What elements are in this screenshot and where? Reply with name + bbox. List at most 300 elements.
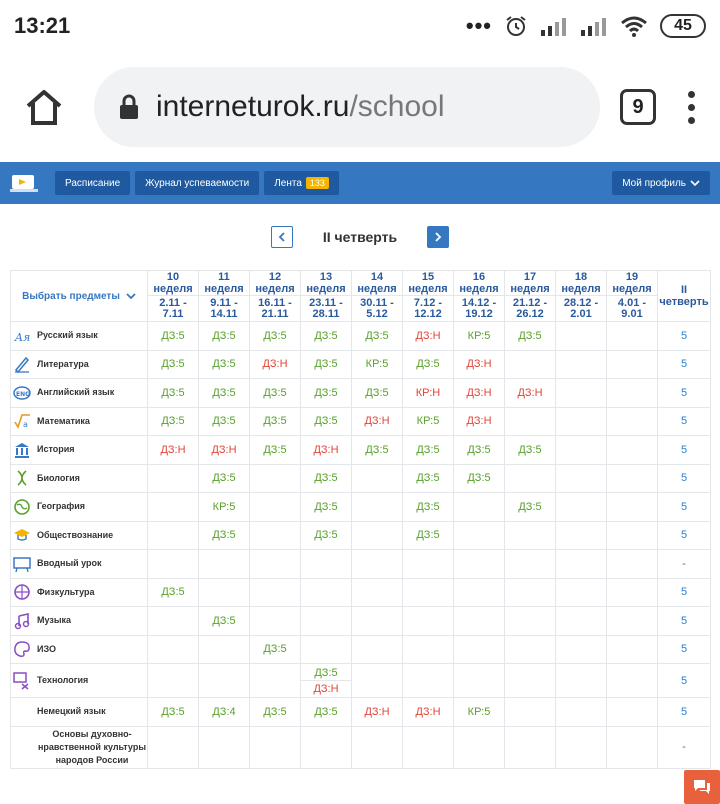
signal-icon-2 bbox=[580, 16, 608, 36]
grade-cell bbox=[454, 607, 505, 636]
grade-cell bbox=[301, 550, 352, 579]
grade-cell[interactable] bbox=[301, 350, 352, 379]
table-row bbox=[11, 726, 711, 768]
table-row bbox=[11, 493, 711, 522]
subject-name[interactable]: Русский язык bbox=[37, 330, 98, 341]
chevron-right-icon bbox=[434, 232, 442, 242]
grade-value[interactable]: ДЗ:5 bbox=[161, 329, 185, 342]
grade-cell[interactable] bbox=[250, 635, 301, 664]
grade-value[interactable]: ДЗ:5 bbox=[212, 386, 236, 399]
grade-cell bbox=[301, 726, 352, 768]
grades-table bbox=[10, 270, 711, 769]
grade-cell[interactable] bbox=[250, 407, 301, 436]
status-time: 13:21 bbox=[14, 13, 71, 38]
quarter-total: 5 bbox=[658, 350, 711, 379]
grade-value[interactable]: ДЗ:5 bbox=[314, 472, 338, 485]
status-bar bbox=[0, 0, 720, 52]
grade-cell bbox=[556, 578, 607, 607]
grade-cell bbox=[352, 578, 403, 607]
grade-value[interactable]: ДЗ:5 bbox=[212, 415, 236, 428]
choose-subjects-cell bbox=[11, 271, 148, 322]
table-row bbox=[11, 521, 711, 550]
subject-name[interactable]: Физкультура bbox=[37, 586, 95, 597]
feed-button[interactable] bbox=[264, 171, 339, 195]
grade-value[interactable]: ДЗ:5 bbox=[365, 443, 389, 456]
battery-indicator: 45 bbox=[660, 14, 706, 38]
grade-cell bbox=[454, 635, 505, 664]
pe-icon bbox=[13, 583, 31, 601]
grade-cell[interactable] bbox=[403, 698, 454, 727]
week-date-end: 26.12 bbox=[516, 307, 544, 320]
grade-cell bbox=[250, 493, 301, 522]
grade-cell[interactable] bbox=[454, 379, 505, 408]
grade-cell bbox=[148, 493, 199, 522]
grade-cell[interactable] bbox=[454, 436, 505, 465]
grade-value[interactable]: ДЗ:5 bbox=[416, 500, 440, 513]
profile-label: Мой профиль bbox=[622, 177, 686, 189]
grade-cell bbox=[607, 464, 658, 493]
grade-cell bbox=[403, 578, 454, 607]
grade-cell bbox=[301, 607, 352, 636]
grade-cell[interactable] bbox=[352, 436, 403, 465]
grade-value[interactable]: КР:5 bbox=[365, 358, 389, 371]
technology-icon bbox=[13, 672, 31, 690]
week-date-end: 14.11 bbox=[210, 307, 238, 320]
grade-cell bbox=[607, 407, 658, 436]
subject-name[interactable]: Основы духовно-нравственной культуры народов России bbox=[37, 728, 147, 765]
grade-value[interactable]: ДЗ:5 bbox=[314, 415, 338, 428]
subject-name[interactable]: Технология bbox=[37, 675, 89, 685]
intro-lesson-icon bbox=[13, 555, 31, 573]
previous-quarter-button[interactable] bbox=[271, 226, 293, 248]
grade-value[interactable]: ДЗ:5 bbox=[161, 386, 185, 399]
grade-cell bbox=[148, 635, 199, 664]
grade-value[interactable]: КР:5 bbox=[467, 329, 491, 342]
subject-cell bbox=[11, 464, 148, 493]
grade-cell[interactable] bbox=[352, 350, 403, 379]
grade-value[interactable]: ДЗ:5 bbox=[314, 358, 338, 371]
grade-cell[interactable] bbox=[301, 464, 352, 493]
grade-cell bbox=[301, 578, 352, 607]
grade-cell[interactable] bbox=[199, 350, 250, 379]
feed-count-badge: 133 bbox=[306, 177, 329, 189]
grade-cell bbox=[250, 550, 301, 579]
grade-value[interactable]: КР:Н bbox=[415, 386, 441, 399]
grade-value[interactable]: ДЗ:Н bbox=[160, 443, 186, 456]
grade-cell bbox=[352, 550, 403, 579]
grade-cell[interactable] bbox=[301, 664, 352, 698]
russian-icon bbox=[13, 327, 31, 345]
grade-cell[interactable] bbox=[454, 407, 505, 436]
grade-cell bbox=[454, 578, 505, 607]
grade-cell bbox=[199, 664, 250, 698]
grade-value[interactable]: ДЗ:5 bbox=[467, 472, 491, 485]
week-date-start: 21.12 - bbox=[512, 296, 548, 309]
grade-cell bbox=[607, 550, 658, 579]
grade-cell bbox=[556, 607, 607, 636]
english-icon bbox=[13, 384, 31, 402]
grade-value[interactable]: ДЗ:5 bbox=[263, 643, 287, 656]
grade-cell bbox=[148, 607, 199, 636]
table-row bbox=[11, 464, 711, 493]
week-date-end: 9.01 bbox=[621, 307, 643, 320]
chat-icon bbox=[692, 778, 712, 796]
subject-cell bbox=[11, 379, 148, 408]
week-dates bbox=[505, 296, 556, 322]
grade-value[interactable]: ДЗ:Н bbox=[364, 415, 390, 428]
grade-cell[interactable] bbox=[199, 379, 250, 408]
choose-subjects-label: Выбрать предметы bbox=[22, 290, 120, 302]
grade-cell bbox=[607, 379, 658, 408]
schedule-button[interactable]: Расписание bbox=[55, 171, 130, 195]
grade-cell bbox=[352, 464, 403, 493]
grade-value[interactable]: КР:5 bbox=[212, 500, 236, 513]
biology-icon bbox=[13, 469, 31, 487]
journal-button[interactable]: Журнал успеваемости bbox=[135, 171, 259, 195]
grade-value[interactable]: ДЗ:5 bbox=[467, 443, 491, 456]
profile-button[interactable] bbox=[612, 171, 710, 195]
week-dates bbox=[199, 296, 250, 322]
grade-value[interactable]: ДЗ:Н bbox=[364, 705, 390, 718]
grade-cell[interactable] bbox=[148, 407, 199, 436]
grade-cell bbox=[556, 407, 607, 436]
subject-name[interactable]: Музыка bbox=[37, 615, 72, 626]
url-domain: interneturok.ru bbox=[156, 90, 350, 123]
grade-value[interactable]: ДЗ:5 bbox=[263, 329, 287, 342]
week-date-start: 2.11 - bbox=[159, 296, 187, 309]
quarter-total: - bbox=[658, 726, 711, 768]
subject-name[interactable]: Немецкий язык bbox=[37, 706, 106, 717]
subject-name[interactable]: Литература bbox=[37, 358, 89, 369]
grade-cell[interactable] bbox=[403, 521, 454, 550]
grade-cell[interactable] bbox=[301, 407, 352, 436]
site-navbar bbox=[0, 162, 720, 204]
grade-cell[interactable] bbox=[301, 322, 352, 351]
week-dates bbox=[556, 296, 607, 322]
url-path: /school bbox=[349, 90, 445, 123]
grade-cell[interactable] bbox=[199, 464, 250, 493]
grade-cell[interactable] bbox=[352, 407, 403, 436]
grade-cell[interactable] bbox=[352, 379, 403, 408]
grade-cell bbox=[148, 726, 199, 768]
subject-name[interactable]: Обществознание bbox=[37, 529, 114, 540]
grade-cell[interactable] bbox=[301, 436, 352, 465]
social-studies-icon bbox=[13, 526, 31, 544]
grade-value[interactable]: ДЗ:Н bbox=[415, 329, 441, 342]
quarter-navigation bbox=[0, 204, 720, 270]
week-dates bbox=[352, 296, 403, 322]
grade-value[interactable]: ДЗ:5 bbox=[365, 386, 389, 399]
grade-cell[interactable] bbox=[301, 521, 352, 550]
grade-value[interactable]: ДЗ:5 bbox=[416, 472, 440, 485]
grade-cell[interactable] bbox=[301, 493, 352, 522]
week-date-start: 28.12 - bbox=[563, 296, 599, 309]
grade-value[interactable]: ДЗ:5 bbox=[518, 443, 542, 456]
quarter-total: 5 bbox=[658, 436, 711, 465]
home-icon bbox=[24, 88, 64, 126]
grade-value[interactable]: КР:5 bbox=[416, 415, 440, 428]
grade-value[interactable]: ДЗ:Н bbox=[415, 705, 441, 718]
week-header: 12 неделя bbox=[250, 271, 301, 296]
grade-cell[interactable] bbox=[199, 407, 250, 436]
subject-cell bbox=[11, 521, 148, 550]
table-row bbox=[11, 550, 711, 579]
subject-name[interactable]: Биология bbox=[37, 472, 80, 483]
grade-value[interactable]: ДЗ:5 bbox=[314, 329, 338, 342]
grade-cell[interactable] bbox=[148, 322, 199, 351]
table-row bbox=[11, 322, 711, 351]
grade-cell bbox=[301, 635, 352, 664]
grade-cell bbox=[505, 521, 556, 550]
week-header: 19 неделя bbox=[607, 271, 658, 296]
grade-cell bbox=[556, 635, 607, 664]
chat-button[interactable] bbox=[684, 770, 720, 804]
literature-icon bbox=[13, 355, 31, 373]
next-quarter-button[interactable] bbox=[427, 226, 449, 248]
subject-cell bbox=[11, 726, 148, 768]
grade-cell bbox=[505, 464, 556, 493]
grade-value[interactable]: ДЗ:5 bbox=[161, 415, 185, 428]
empty-icon-slot bbox=[13, 738, 31, 756]
quarter-total: 5 bbox=[658, 379, 711, 408]
subject-cell bbox=[11, 607, 148, 636]
grade-value[interactable]: ДЗ:5 bbox=[416, 443, 440, 456]
chevron-left-icon bbox=[278, 232, 286, 242]
quarter-total: 5 bbox=[658, 464, 711, 493]
signal-icon bbox=[540, 16, 568, 36]
grade-cell bbox=[352, 493, 403, 522]
site-logo-icon[interactable] bbox=[10, 172, 38, 194]
subject-name[interactable]: История bbox=[37, 444, 75, 455]
subject-name[interactable]: Математика bbox=[37, 415, 90, 426]
grade-value[interactable]: ДЗ:Н bbox=[313, 443, 339, 456]
grade-value[interactable]: ДЗ:Н bbox=[313, 682, 339, 695]
grade-value[interactable]: ДЗ:5 bbox=[314, 529, 338, 542]
grade-value[interactable]: ДЗ:5 bbox=[212, 329, 236, 342]
grade-cell[interactable] bbox=[148, 350, 199, 379]
table-row bbox=[11, 407, 711, 436]
week-dates bbox=[403, 296, 454, 322]
grade-value[interactable]: ДЗ:5 bbox=[161, 358, 185, 371]
grade-cell[interactable] bbox=[403, 436, 454, 465]
week-date-end: 19.12 bbox=[465, 307, 493, 320]
grade-value[interactable]: ДЗ:5 bbox=[263, 415, 287, 428]
grade-cell[interactable] bbox=[505, 493, 556, 522]
grade-cell[interactable] bbox=[148, 379, 199, 408]
grade-value[interactable]: ДЗ:Н bbox=[466, 386, 492, 399]
grade-cell bbox=[607, 698, 658, 727]
grade-value[interactable]: ДЗ:Н bbox=[211, 443, 237, 456]
grade-cell[interactable] bbox=[403, 379, 454, 408]
week-date-start: 9.11 - bbox=[210, 296, 238, 309]
grade-cell[interactable] bbox=[505, 436, 556, 465]
grade-cell[interactable] bbox=[505, 379, 556, 408]
subject-cell bbox=[11, 493, 148, 522]
grade-cell bbox=[607, 493, 658, 522]
grade-value[interactable]: ДЗ:5 bbox=[263, 443, 287, 456]
tab-switcher-button[interactable]: 9 bbox=[620, 89, 656, 125]
week-header: 13 неделя bbox=[301, 271, 352, 296]
grade-cell bbox=[403, 607, 454, 636]
grade-cell[interactable] bbox=[148, 578, 199, 607]
grade-value[interactable]: ДЗ:5 bbox=[314, 705, 338, 718]
grade-cell bbox=[352, 521, 403, 550]
grade-cell[interactable] bbox=[250, 379, 301, 408]
chevron-down-icon bbox=[126, 292, 136, 300]
grade-cell bbox=[505, 578, 556, 607]
grade-cell[interactable] bbox=[148, 698, 199, 727]
grade-cell[interactable] bbox=[199, 493, 250, 522]
grade-cell bbox=[250, 664, 301, 698]
grade-cell bbox=[505, 698, 556, 727]
grade-value[interactable]: ДЗ:4 bbox=[212, 705, 236, 718]
grade-value[interactable]: ДЗ:5 bbox=[161, 586, 185, 599]
grade-cell bbox=[607, 664, 658, 698]
grade-cell[interactable] bbox=[454, 322, 505, 351]
feed-label: Лента bbox=[274, 177, 302, 189]
grade-cell bbox=[607, 521, 658, 550]
empty-icon-slot bbox=[13, 703, 31, 721]
grade-value[interactable]: ДЗ:5 bbox=[263, 705, 287, 718]
grade-value[interactable]: ДЗ:5 bbox=[263, 386, 287, 399]
notification-dots-icon: ••• bbox=[465, 13, 492, 38]
week-date-end: 5.12 bbox=[366, 307, 388, 320]
grade-value[interactable]: ДЗ:Н bbox=[517, 386, 543, 399]
quarter-total-header: II четверть bbox=[658, 271, 711, 322]
grade-value[interactable]: ДЗ:5 bbox=[212, 614, 236, 627]
grade-cell bbox=[199, 726, 250, 768]
home-button[interactable] bbox=[14, 77, 74, 137]
grade-cell bbox=[148, 664, 199, 698]
table-row bbox=[11, 578, 711, 607]
grade-cell bbox=[556, 464, 607, 493]
subject-cell bbox=[11, 578, 148, 607]
grade-cell bbox=[454, 550, 505, 579]
grade-cell bbox=[505, 407, 556, 436]
grade-value[interactable]: КР:5 bbox=[467, 705, 491, 718]
grade-cell[interactable] bbox=[454, 464, 505, 493]
chevron-down-icon bbox=[690, 179, 700, 187]
grade-cell[interactable] bbox=[403, 493, 454, 522]
week-date-start: 4.01 - bbox=[617, 296, 647, 309]
grade-cell bbox=[454, 726, 505, 768]
grade-cell bbox=[556, 322, 607, 351]
grade-cell[interactable] bbox=[250, 350, 301, 379]
quarter-total: 5 bbox=[658, 664, 711, 698]
grade-cell[interactable] bbox=[148, 436, 199, 465]
grade-cell[interactable] bbox=[250, 322, 301, 351]
browser-menu-button[interactable] bbox=[676, 91, 706, 124]
grade-cell bbox=[607, 322, 658, 351]
grade-value[interactable]: ДЗ:5 bbox=[212, 358, 236, 371]
grade-cell bbox=[352, 726, 403, 768]
grade-cell[interactable] bbox=[301, 379, 352, 408]
quarter-total: - bbox=[658, 550, 711, 579]
grade-value[interactable]: ДЗ:5 bbox=[416, 358, 440, 371]
subject-name[interactable]: Вводный урок bbox=[37, 558, 102, 569]
grade-value[interactable]: ДЗ:5 bbox=[365, 329, 389, 342]
week-header: 16 неделя bbox=[454, 271, 505, 296]
week-date-start: 7.12 - bbox=[413, 296, 443, 309]
quarter-total: 5 bbox=[658, 493, 711, 522]
grade-cell bbox=[556, 726, 607, 768]
grade-cell bbox=[607, 607, 658, 636]
grade-cell bbox=[199, 635, 250, 664]
grade-cell[interactable] bbox=[403, 350, 454, 379]
table-row bbox=[11, 607, 711, 636]
grade-cell bbox=[352, 607, 403, 636]
grade-cell[interactable] bbox=[199, 607, 250, 636]
grade-cell bbox=[403, 550, 454, 579]
subject-cell bbox=[11, 407, 148, 436]
week-dates bbox=[250, 296, 301, 322]
week-date-start: 16.11 - bbox=[258, 296, 292, 309]
grade-cell[interactable] bbox=[199, 436, 250, 465]
grade-value[interactable]: ДЗ:5 bbox=[518, 500, 542, 513]
grade-cell[interactable] bbox=[403, 407, 454, 436]
grade-cell[interactable] bbox=[454, 350, 505, 379]
grade-value[interactable]: ДЗ:5 bbox=[416, 529, 440, 542]
grade-cell bbox=[250, 726, 301, 768]
grade-cell[interactable] bbox=[250, 698, 301, 727]
choose-subjects-dropdown[interactable] bbox=[11, 291, 147, 302]
grade-cell[interactable] bbox=[454, 698, 505, 727]
grade-value[interactable]: ДЗ:5 bbox=[212, 472, 236, 485]
week-date-start: 23.11 - bbox=[309, 296, 343, 309]
grade-value[interactable]: ДЗ:5 bbox=[314, 386, 338, 399]
grade-cell bbox=[352, 635, 403, 664]
grade-cell bbox=[505, 550, 556, 579]
lock-icon bbox=[118, 94, 140, 120]
week-header: 18 неделя bbox=[556, 271, 607, 296]
subject-name[interactable]: География bbox=[37, 501, 86, 512]
grade-value[interactable]: ДЗ:Н bbox=[466, 358, 492, 371]
grade-cell[interactable] bbox=[301, 698, 352, 727]
grade-value[interactable]: ДЗ:5 bbox=[161, 705, 185, 718]
grade-cell[interactable] bbox=[505, 322, 556, 351]
grade-value[interactable]: ДЗ:Н bbox=[466, 415, 492, 428]
grade-cell bbox=[556, 521, 607, 550]
grade-cell bbox=[505, 607, 556, 636]
grade-cell[interactable] bbox=[352, 698, 403, 727]
subject-name[interactable]: ИЗО bbox=[37, 643, 56, 654]
week-header: 11 неделя bbox=[199, 271, 250, 296]
grade-cell[interactable] bbox=[250, 436, 301, 465]
subject-name[interactable]: Английский язык bbox=[37, 387, 115, 398]
grade-value[interactable]: ДЗ:5 bbox=[314, 500, 338, 513]
grade-cell[interactable] bbox=[352, 322, 403, 351]
grade-cell[interactable] bbox=[199, 521, 250, 550]
quarter-title: II четверть bbox=[322, 229, 398, 245]
quarter-total: 5 bbox=[658, 578, 711, 607]
address-bar[interactable] bbox=[94, 67, 600, 147]
subject-cell bbox=[11, 664, 148, 698]
grade-cell bbox=[607, 350, 658, 379]
grade-value[interactable]: ДЗ:5 bbox=[301, 665, 351, 681]
grade-cell[interactable] bbox=[403, 322, 454, 351]
quarter-total: 5 bbox=[658, 407, 711, 436]
grade-value[interactable]: ДЗ:Н bbox=[262, 358, 288, 371]
week-date-end: 21.11 bbox=[261, 307, 289, 320]
grade-value[interactable]: ДЗ:5 bbox=[212, 529, 236, 542]
week-header: 17 неделя bbox=[505, 271, 556, 296]
grade-cell bbox=[607, 436, 658, 465]
grade-cell[interactable] bbox=[403, 464, 454, 493]
grade-cell[interactable] bbox=[199, 322, 250, 351]
grade-value[interactable]: ДЗ:5 bbox=[518, 329, 542, 342]
grade-cell[interactable] bbox=[199, 698, 250, 727]
grade-cell bbox=[505, 635, 556, 664]
